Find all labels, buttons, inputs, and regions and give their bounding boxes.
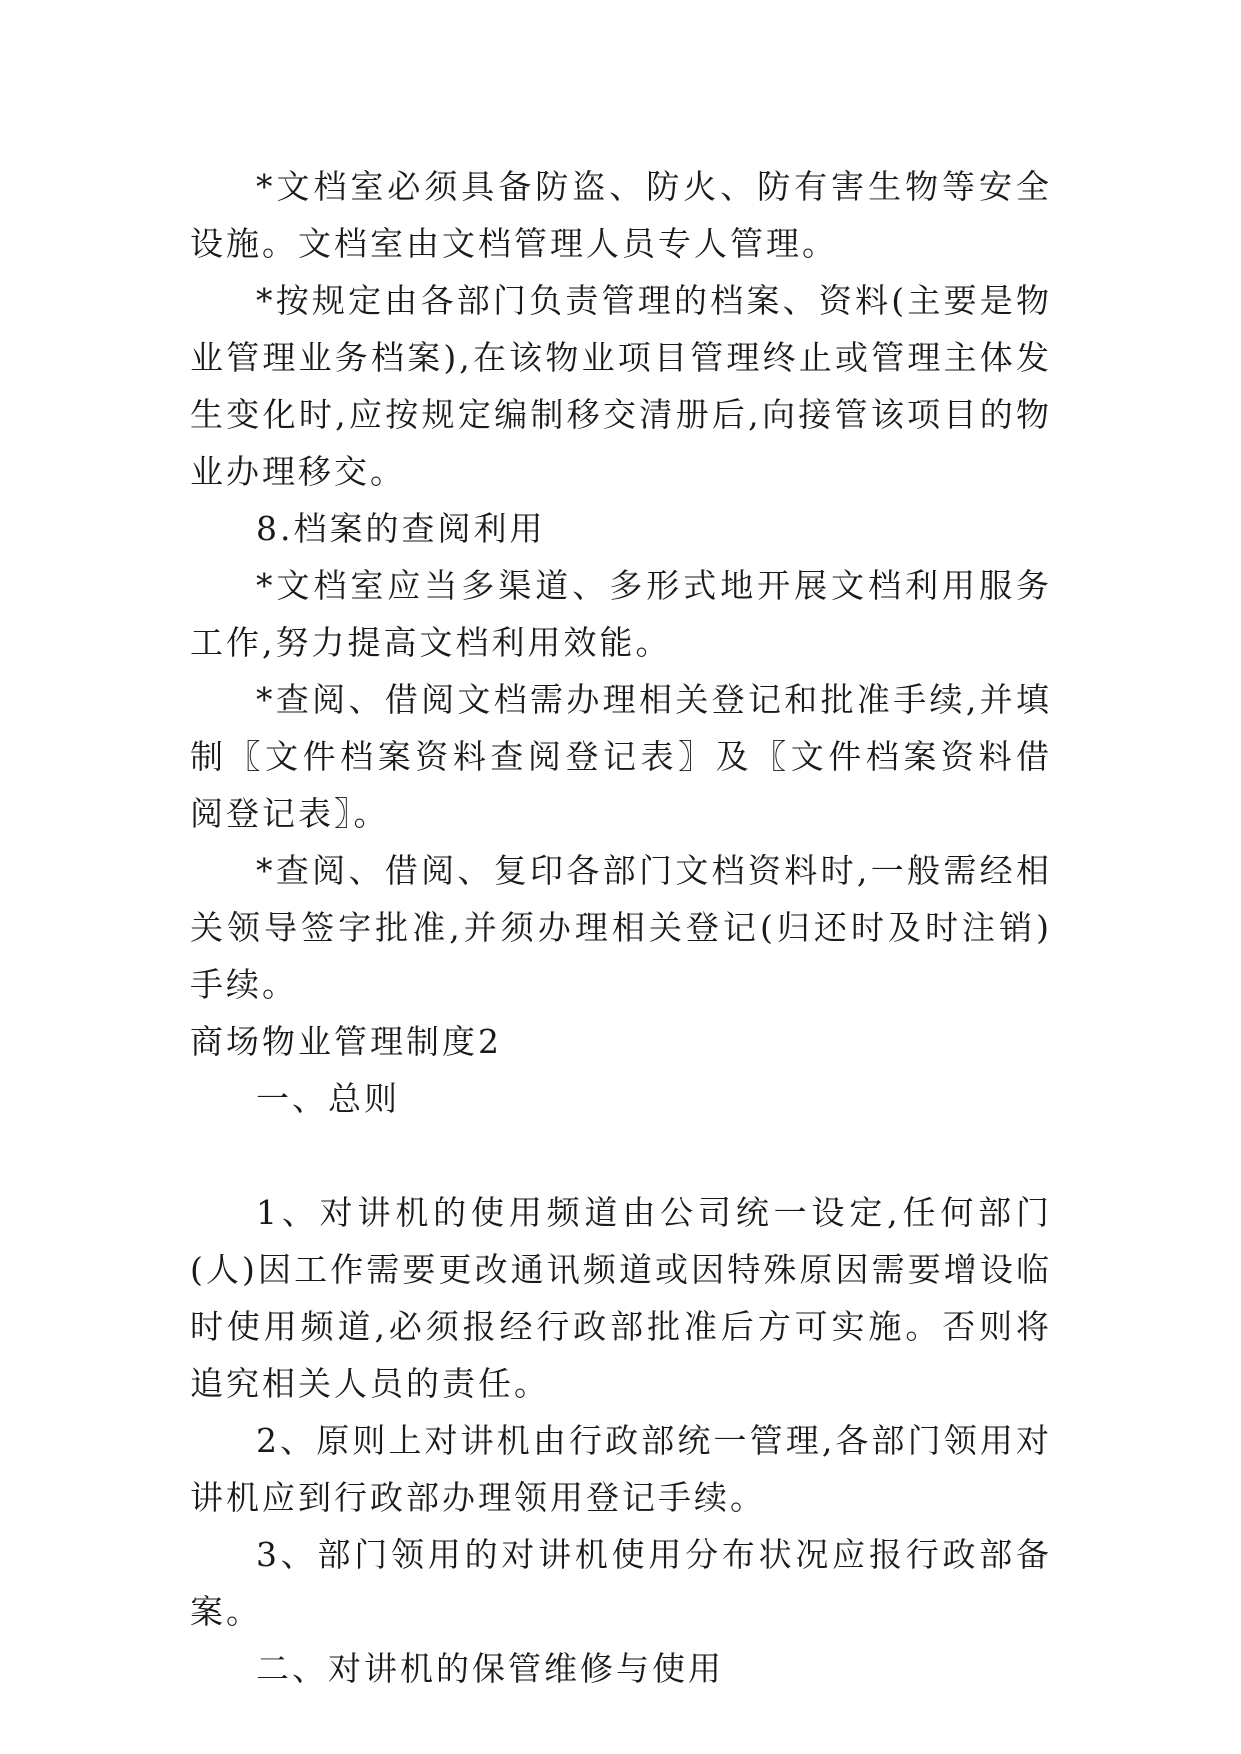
paragraph-archive-handover: *按规定由各部门负责管理的档案、资料(主要是物业管理业务档案),在该物业项目管理终止或管理主体发生变化时,应按规定编制移交清册后,向接管该项目的物业办理移交。 [190, 281, 1052, 491]
paragraph-borrow-procedure: *查阅、借阅文档需办理相关登记和批准手续,并填制〖文件档案资料查阅登记表〗及〖文件档案资料借阅登记表〗。 [190, 680, 1052, 833]
paragraph-copy-approval: *查阅、借阅、复印各部门文档资料时,一般需经相关领导签字批准,并须办理相关登记(归还时及时注销)手续。 [190, 851, 1052, 1004]
section-heading-archive-access: 8.档案的查阅利用 [256, 509, 546, 548]
section-heading-general: 一、总则 [256, 1079, 400, 1118]
paragraph-archive-service: *文档室应当多渠道、多形式地开展文档利用服务工作,努力提高文档利用效能。 [190, 566, 1052, 662]
paragraph-radio-management: 2、原则上对讲机由行政部统一管理,各部门领用对讲机应到行政部办理领用登记手续。 [190, 1421, 1052, 1517]
paragraph-security-facilities: *文档室必须具备防盗、防火、防有害生物等安全设施。文档室由文档管理人员专人管理。 [190, 167, 1052, 263]
document-body [190, 158, 1052, 1697]
blank-line [190, 1127, 1052, 1184]
paragraph-radio-distribution: 3、部门领用的对讲机使用分布状况应报行政部备案。 [190, 1535, 1052, 1631]
paragraph-radio-channel: 1、对讲机的使用频道由公司统一设定,任何部门(人)因工作需要更改通讯频道或因特殊原因需要增设临时使用频道,必须报经行政部批准后方可实施。否则将追究相关人员的责任。 [190, 1193, 1052, 1403]
section-heading-radio-maintenance: 二、对讲机的保管维修与使用 [256, 1649, 724, 1688]
document-section-title: 商场物业管理制度2 [190, 1022, 502, 1061]
